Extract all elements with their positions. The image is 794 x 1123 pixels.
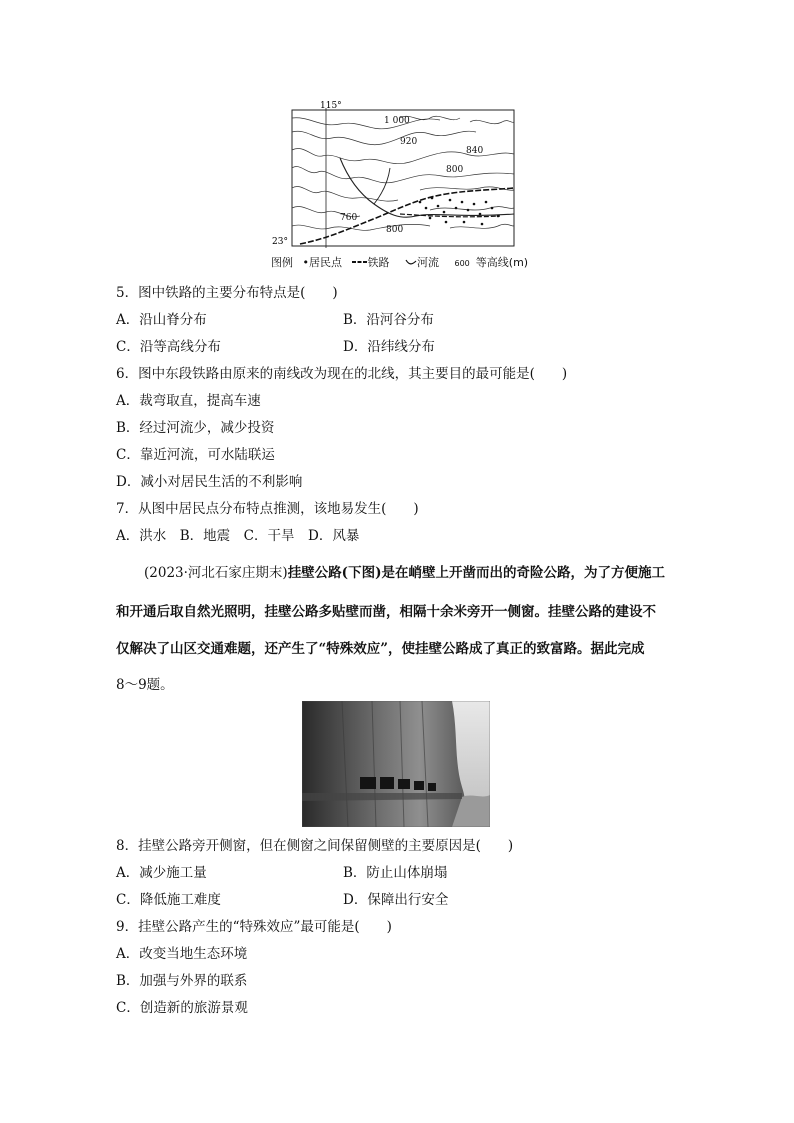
topographic-map-figure bbox=[270, 98, 530, 270]
question-8-option-d: D．保障出行安全 bbox=[343, 892, 449, 908]
question-7-options: A．洪水 B．地震 C．干旱 D．风暴 bbox=[116, 528, 360, 544]
question-9-option-c: C．创造新的旅游景观 bbox=[116, 1000, 248, 1016]
legend-prefix: 图例 bbox=[271, 256, 293, 269]
question-8-option-b: B．防止山体崩塌 bbox=[343, 865, 448, 881]
map-legend bbox=[271, 256, 540, 271]
settlement-points bbox=[419, 197, 500, 226]
question-5-option-b: B．沿河谷分布 bbox=[343, 312, 434, 328]
latitude-label: 23° bbox=[272, 237, 288, 247]
legend-contour-sample: 600 bbox=[454, 259, 470, 268]
legend-contour: 等高线(m) bbox=[475, 256, 529, 269]
contour-label-840: 840 bbox=[466, 146, 484, 156]
question-6-option-a: A．裁弯取直，提高车速 bbox=[116, 393, 261, 409]
question-9-stem: 9．挂壁公路产生的“特殊效应”最可能是( ) bbox=[116, 919, 392, 935]
question-6-option-c: C．靠近河流，可水陆联运 bbox=[116, 447, 275, 463]
river-tributary bbox=[374, 168, 390, 204]
contour-label-760: 760 bbox=[340, 213, 358, 223]
question-7-stem: 7．从图中居民点分布特点推测，该地易发生( ) bbox=[116, 501, 419, 517]
contour-label-800-north: 800 bbox=[446, 165, 464, 175]
question-5-option-d: D．沿纬线分布 bbox=[343, 339, 435, 355]
question-8-stem: 8．挂壁公路旁开侧窗，但在侧窗之间保留侧壁的主要原因是( ) bbox=[116, 838, 514, 854]
legend-railway-item bbox=[352, 256, 400, 269]
legend-contour-item bbox=[455, 256, 535, 269]
topographic-map bbox=[270, 98, 530, 270]
question-8-option-a: A．减少施工量 bbox=[116, 865, 207, 881]
contour-label-1000: 1 000 bbox=[384, 116, 410, 126]
longitude-label: 115° bbox=[320, 101, 342, 111]
passage-source: (2023·河北石家庄期末) bbox=[144, 565, 288, 581]
passage-line-2: 和开通后取自然光照明，挂壁公路多贴壁而凿，相隔十余米旁开一侧窗。挂壁公路的建设不 bbox=[116, 604, 656, 620]
question-9-option-a: A．改变当地生态环境 bbox=[116, 946, 248, 962]
contour-label-800-south: 800 bbox=[386, 225, 404, 235]
question-5-option-a: A．沿山脊分布 bbox=[116, 312, 207, 328]
passage-line-1-text: 挂壁公路(下图)是在峭壁上开凿而出的奇险公路，为了方便施工 bbox=[287, 565, 665, 581]
passage-line-1 bbox=[116, 564, 678, 582]
question-5-stem: 5．图中铁路的主要分布特点是( ) bbox=[116, 285, 338, 301]
passage-line-4: 8～9题。 bbox=[116, 677, 174, 693]
passage-line-3: 仅解决了山区交通难题，还产生了“特殊效应”，使挂壁公路成了真正的致富路。据此完成 bbox=[116, 641, 645, 657]
railway-symbol-icon bbox=[352, 258, 368, 266]
question-6-option-b: B．经过河流少，减少投资 bbox=[116, 420, 275, 436]
railway-north bbox=[300, 188, 514, 244]
question-5-option-c: C．沿等高线分布 bbox=[116, 339, 221, 355]
contour-label-920: 920 bbox=[400, 137, 418, 147]
question-8-option-c: C．降低施工难度 bbox=[116, 892, 221, 908]
cliff-road-image bbox=[302, 701, 490, 827]
legend-settlement: •居民点 bbox=[302, 256, 342, 269]
question-9-option-b: B．加强与外界的联系 bbox=[116, 973, 248, 989]
legend-river: 河流 bbox=[417, 256, 439, 269]
legend-railway: 铁路 bbox=[367, 256, 390, 269]
legend-river-item bbox=[405, 256, 449, 269]
question-6-option-d: D．减小对居民生活的不利影响 bbox=[116, 474, 303, 490]
river-symbol-icon bbox=[405, 258, 417, 266]
question-6-stem: 6．图中东段铁路由原来的南线改为现在的北线，其主要目的最可能是( ) bbox=[116, 366, 568, 382]
cliff-road-photo bbox=[302, 701, 490, 827]
